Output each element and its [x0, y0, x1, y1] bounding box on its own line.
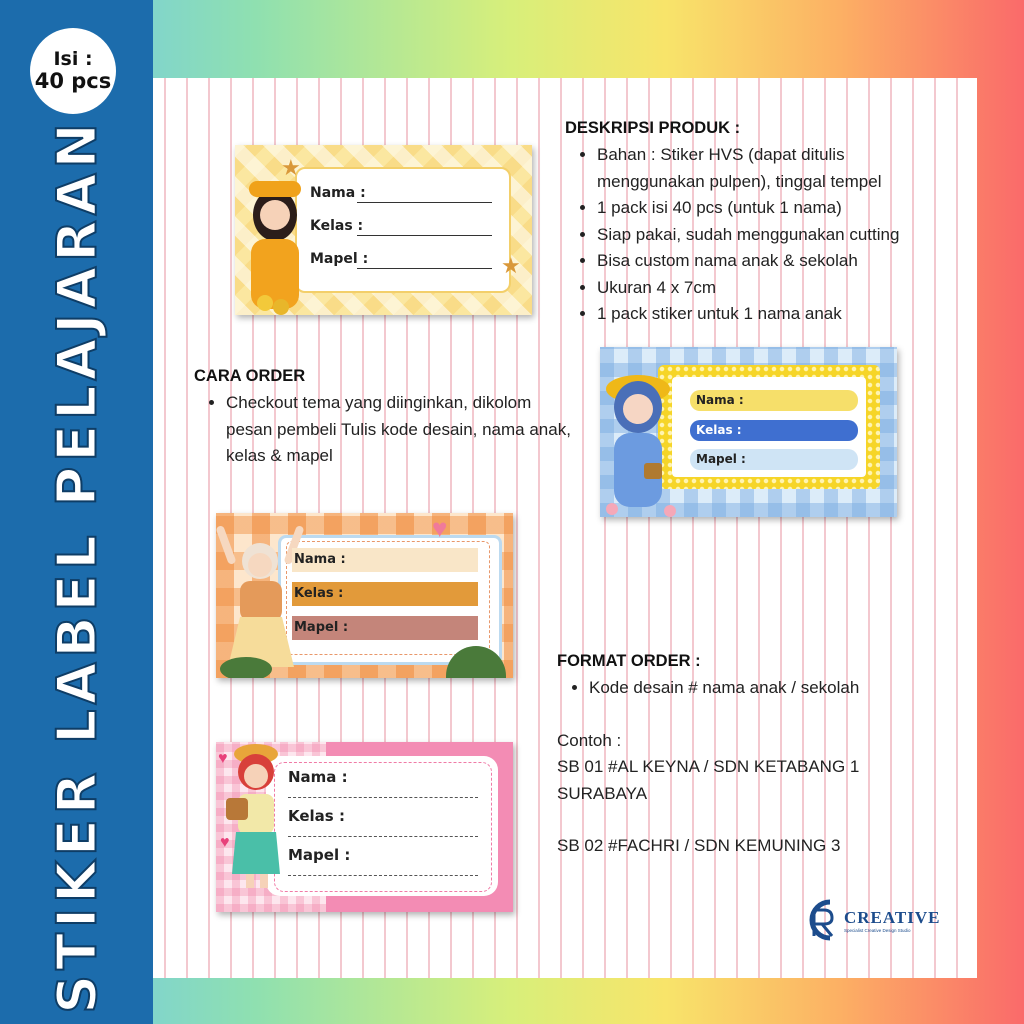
- field-label: Mapel :: [310, 251, 369, 267]
- field-label: Nama :: [696, 393, 744, 407]
- heart-icon: ♥: [218, 750, 228, 767]
- star-icon: ★: [281, 155, 301, 180]
- sticker-4-mapel: [288, 846, 350, 864]
- deskripsi-section: [565, 119, 955, 328]
- cara-order-section: [194, 367, 579, 470]
- example-2: SB 02 #FACHRI / SDN KEMUNING 3: [557, 836, 841, 855]
- heart-icon: ♥: [432, 513, 448, 543]
- list-item: • 1 pack isi 40 pcs (untuk 1 nama): [597, 195, 955, 222]
- cara-order-heading: CARA ORDER: [194, 367, 306, 385]
- logo-tagline: Specialist Creative Design Studio: [844, 927, 911, 933]
- sticker-sample-3: [216, 513, 513, 678]
- sticker-3-kelas: [292, 582, 478, 606]
- example-1-line2: SURABAYA: [557, 783, 648, 803]
- field-label: Nama :: [294, 552, 346, 567]
- sticker-sample-1: [235, 145, 532, 315]
- format-order-section: [557, 652, 967, 860]
- heart-icon: ♥: [220, 834, 230, 851]
- sticker-3-nama: [292, 548, 478, 572]
- vertical-title: STIKER LABEL PELAJARAN: [45, 118, 109, 1014]
- field-line: [357, 235, 492, 236]
- sticker-2-nama: [690, 390, 858, 411]
- format-order-heading: FORMAT ORDER :: [557, 652, 701, 670]
- deskripsi-list: [565, 142, 955, 328]
- sticker-4-kelas: [288, 807, 345, 825]
- field-label: Kelas :: [288, 807, 345, 825]
- girl-illustration: [216, 742, 286, 912]
- list-item: • Checkout tema yang diinginkan, dikolom pesan pembeli Tulis kode desain, nama anak, kelas & mapel: [226, 390, 579, 470]
- format-order-list: [557, 675, 967, 702]
- field-line: [288, 797, 478, 798]
- field-label: Mapel :: [696, 452, 746, 466]
- sticker-1-nama: [310, 185, 366, 201]
- field-label: Kelas :: [294, 586, 344, 601]
- left-sidebar: [0, 0, 153, 1024]
- list-item: • Kode desain # nama anak / sekolah: [589, 675, 967, 702]
- field-line: [288, 836, 478, 837]
- field-label: Mapel :: [294, 620, 349, 635]
- star-icon: ★: [501, 253, 521, 278]
- field-label: Nama :: [288, 768, 348, 786]
- sticker-2-mapel: [690, 449, 858, 470]
- example-1-line1: SB 01 #AL KEYNA / SDN KETABANG 1: [557, 757, 860, 776]
- list-item: • 1 pack stiker untuk 1 nama anak: [597, 301, 955, 328]
- sticker-sample-4: [216, 742, 513, 912]
- girl-illustration: [235, 175, 315, 315]
- list-item: • Siap pakai, sudah menggunakan cutting: [597, 222, 955, 249]
- contoh-label: Contoh :: [557, 730, 622, 750]
- content-badge: [30, 28, 116, 114]
- badge-line2: 40 pcs: [34, 68, 112, 93]
- girl-illustration: [600, 361, 686, 517]
- list-item: • Bahan : Stiker HVS (dapat ditulis menggunakan pulpen), tinggal tempel: [597, 142, 955, 195]
- sticker-4-nama: [288, 768, 348, 786]
- list-item: • Bisa custom nama anak & sekolah: [597, 248, 955, 275]
- cara-order-list: [194, 390, 579, 470]
- field-label: Kelas :: [310, 218, 364, 234]
- field-label: Kelas :: [696, 423, 742, 437]
- field-line: [288, 875, 478, 876]
- sticker-1-mapel: [310, 251, 368, 267]
- field-label: Mapel :: [288, 846, 351, 864]
- logo-text: CREATIVE: [844, 907, 941, 927]
- sticker-1-kelas: [310, 218, 363, 234]
- sticker-sample-2: [600, 347, 897, 517]
- field-line: [357, 268, 492, 269]
- badge-line1: Isi :: [53, 48, 93, 70]
- creative-logo: [800, 896, 940, 944]
- deskripsi-heading: DESKRIPSI PRODUK :: [565, 119, 741, 137]
- field-label: Nama :: [310, 185, 366, 201]
- sticker-3-mapel: [292, 616, 478, 640]
- field-line: [357, 202, 492, 203]
- list-item: • Ukuran 4 x 7cm: [597, 275, 955, 302]
- logo-mark-icon: [800, 896, 842, 944]
- sticker-2-kelas: [690, 420, 858, 441]
